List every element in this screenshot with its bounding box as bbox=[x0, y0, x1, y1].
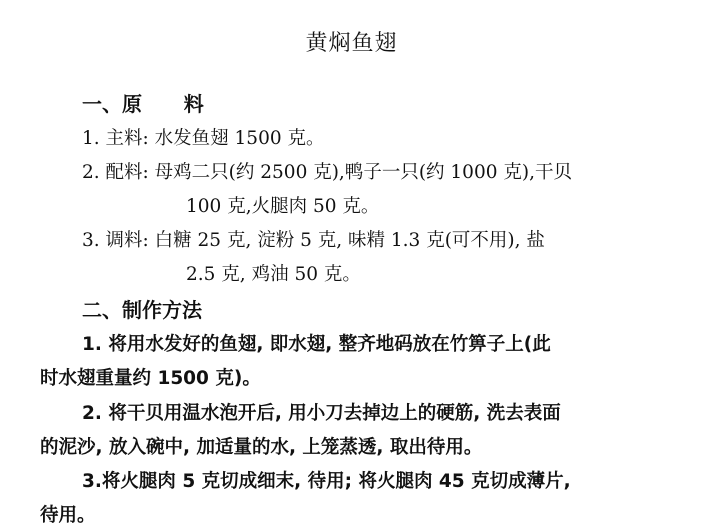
ingredient-secondary-line bbox=[82, 158, 572, 184]
section-heading-ingredients: 一、原 料 bbox=[82, 92, 204, 116]
ingredient-secondary-cont: 100 克,火腿肉 50 克。 bbox=[186, 196, 380, 217]
method-step-3-cont: 待用。 bbox=[40, 505, 96, 526]
ingredient-seasoning-line bbox=[82, 226, 545, 252]
method-step-1-cont: 时水翅重量约 1500 克)。 bbox=[40, 368, 261, 389]
method-step-1: 1. 将用水发好的鱼翅, 即水翅, 整齐地码放在竹箅子上(此 bbox=[82, 334, 551, 355]
ingredient-seasoning-text: 白糖 25 克, 淀粉 5 克, 味精 1.3 克(可不用), 盐 bbox=[154, 230, 545, 251]
method-step-3: 3.将火腿肉 5 克切成细末, 待用; 将火腿肉 45 克切成薄片, bbox=[82, 471, 571, 492]
ingredient-secondary-text: 母鸡二只(约 2500 克),鸭子一只(约 1000 克),干贝 bbox=[154, 162, 572, 183]
method-step-2: 2. 将干贝用温水泡开后, 用小刀去掉边上的硬筋, 洗去表面 bbox=[82, 403, 561, 424]
ingredient-main-text: 水发鱼翅 1500 克。 bbox=[154, 128, 325, 149]
page-title: 黄焖鱼翅 bbox=[305, 31, 398, 56]
ingredient-main-label: 1. 主料: bbox=[82, 128, 149, 149]
method-step-2-cont: 的泥沙, 放入碗中, 加适量的水, 上笼蒸透, 取出待用。 bbox=[40, 437, 483, 458]
ingredient-seasoning-cont: 2.5 克, 鸡油 50 克。 bbox=[186, 264, 361, 285]
section-heading-method: 二、制作方法 bbox=[82, 298, 202, 322]
ingredient-secondary-label: 2. 配料: bbox=[82, 162, 149, 183]
ingredient-seasoning-label: 3. 调料: bbox=[82, 230, 149, 251]
ingredient-main-line bbox=[82, 124, 325, 150]
